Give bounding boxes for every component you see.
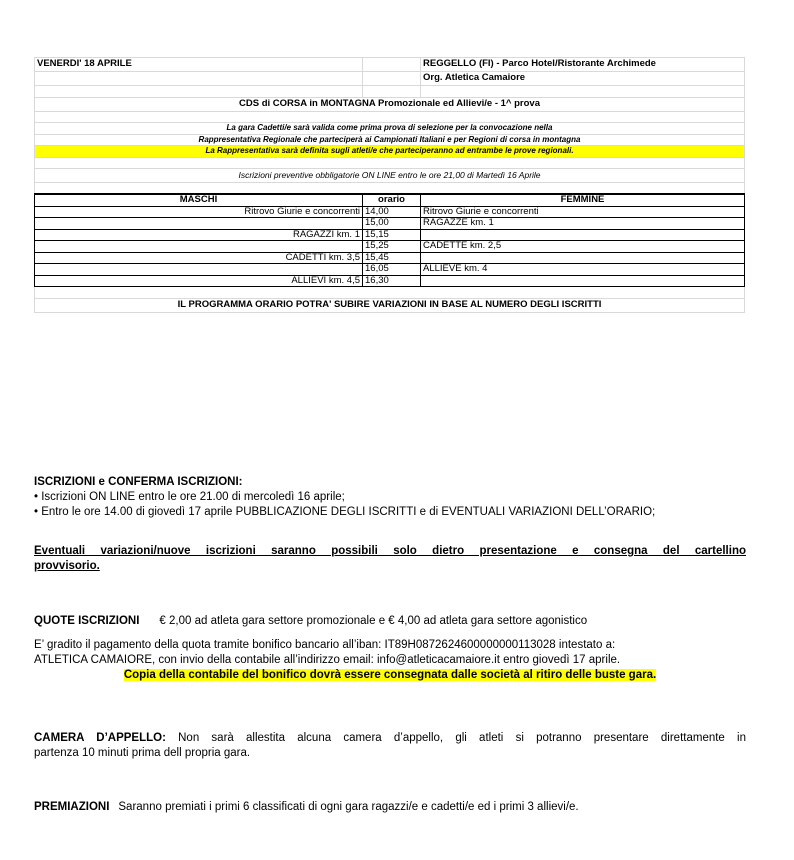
- schedule-row: [35, 264, 745, 276]
- quote-label: QUOTE ISCRIZIONI: [34, 615, 140, 627]
- schedule-time-cell: 16,30: [363, 275, 421, 287]
- premiazioni-label: PREMIAZIONI: [34, 801, 110, 813]
- schedule-row: [35, 229, 745, 241]
- col-time-header: orario: [363, 194, 421, 206]
- schedule-female-cell: RAGAZZE km. 1: [421, 218, 745, 230]
- variations-notice-line-1: Eventuali variazioni/nuove iscrizioni saranno possibili solo dietro presentazione e consegna del cartellino: [34, 545, 746, 557]
- schedule-female-cell: Ritrovo Giurie e concorrenti: [421, 206, 745, 218]
- quote-text: € 2,00 ad atleta gara settore promozionale e € 4,00 ad atleta gara settore agonistico: [159, 615, 588, 627]
- schedule-row: [35, 206, 745, 218]
- selection-note-3: La Rappresentativa sarà definita sugli atleti/e che parteciperanno ad entrambe le prove regionali.: [35, 146, 745, 158]
- camera-line-1: Non sarà allestita alcuna camera d’appello, gli atleti si potranno presentare direttamente in: [165, 732, 746, 744]
- payment-highlight: Copia della contabile del bonifico dovrà essere consegnata dalle società al ritiro delle buste gara.: [123, 669, 657, 681]
- payment-highlight-row: [34, 668, 746, 683]
- schedule-female-cell: [421, 252, 745, 264]
- schedule-time-cell: 15,45: [363, 252, 421, 264]
- payment-line-1: E’ gradito il pagamento della quota tramite bonifico bancario all’iban: IT89H0872624600000000113028 intestato a:: [34, 639, 616, 651]
- schedule-female-cell: ALLIEVE km. 4: [421, 264, 745, 276]
- event-date: VENERDI' 18 APRILE: [35, 58, 363, 72]
- event-organizer: Org. Atletica Camaiore: [421, 72, 745, 86]
- schedule-time-cell: 15,15: [363, 229, 421, 241]
- schedule-male-cell: ALLIEVI km. 4,5: [35, 275, 363, 287]
- schedule-row: [35, 275, 745, 287]
- selection-note-1: La gara Cadetti/e sarà valida come prima prova di selezione per la convocazione nella: [35, 123, 745, 135]
- schedule-time-cell: 14,00: [363, 206, 421, 218]
- iscrizioni-bullet-1: • Iscrizioni ON LINE entro le ore 21.00 di mercoledì 16 aprile;: [34, 491, 345, 503]
- selection-note-2: Rappresentativa Regionale che parteciperà ai Campionati Italiani e per Regioni di corsa in montagna: [35, 134, 745, 146]
- schedule-time-cell: 15,25: [363, 241, 421, 253]
- schedule-row: [35, 252, 745, 264]
- schedule-row: [35, 241, 745, 253]
- col-female-header: FEMMINE: [421, 194, 745, 206]
- schedule-time-cell: 16,05: [363, 264, 421, 276]
- schedule-time-cell: 15,00: [363, 218, 421, 230]
- col-male-header: MASCHI: [35, 194, 363, 206]
- schedule-male-cell: CADETTI km. 3,5: [35, 252, 363, 264]
- iscrizioni-heading: ISCRIZIONI e CONFERMA ISCRIZIONI:: [34, 476, 243, 488]
- schedule-female-cell: [421, 229, 745, 241]
- camera-label: CAMERA D’APPELLO:: [34, 732, 166, 744]
- quote-section: [34, 614, 746, 629]
- premiazioni-section: [34, 800, 746, 815]
- payment-line-2: ATLETICA CAMAIORE, con invio della contabile all’indirizzo email: info@atleticacamaiore.it entro giovedì 17 aprile.: [34, 654, 621, 666]
- camera-line-2: partenza 10 minuti prima dell propria gara.: [34, 747, 251, 759]
- schedule-male-cell: [35, 264, 363, 276]
- schedule-male-cell: [35, 218, 363, 230]
- schedule-male-cell: RAGAZZI km. 1: [35, 229, 363, 241]
- schedule-female-cell: [421, 275, 745, 287]
- schedule-male-cell: [35, 241, 363, 253]
- schedule-male-cell: Ritrovo Giurie e concorrenti: [35, 206, 363, 218]
- event-title: CDS di CORSA in MONTAGNA Promozionale ed Allievi/e - 1^ prova: [35, 97, 745, 111]
- schedule-female-cell: CADETTE km. 2,5: [421, 241, 745, 253]
- variations-notice-line-2: provvisorio.: [34, 560, 100, 572]
- schedule-row: [35, 218, 745, 230]
- schedule-footer: IL PROGRAMMA ORARIO POTRA' SUBIRE VARIAZIONI IN BASE AL NUMERO DEGLI ISCRITTI: [35, 298, 745, 312]
- camera-line-1-row: [34, 731, 746, 746]
- registration-note: Iscrizioni preventive obbligatorie ON LINE entro le ore 21,00 di Martedì 16 Aprile: [35, 169, 745, 183]
- event-location: REGGELLO (FI) - Parco Hotel/Ristorante Archimede: [421, 58, 745, 72]
- premiazioni-text: Saranno premiati i primi 6 classificati di ogni gara ragazzi/e e cadetti/e ed i primi 3 allievi/e.: [118, 801, 579, 813]
- program-spreadsheet: [34, 57, 745, 313]
- iscrizioni-bullet-2: • Entro le ore 14.00 di giovedì 17 aprile PUBBLICAZIONE DEGLI ISCRITTI e di EVENTUALI VARIAZIONI DELL’ORARIO;: [34, 506, 656, 518]
